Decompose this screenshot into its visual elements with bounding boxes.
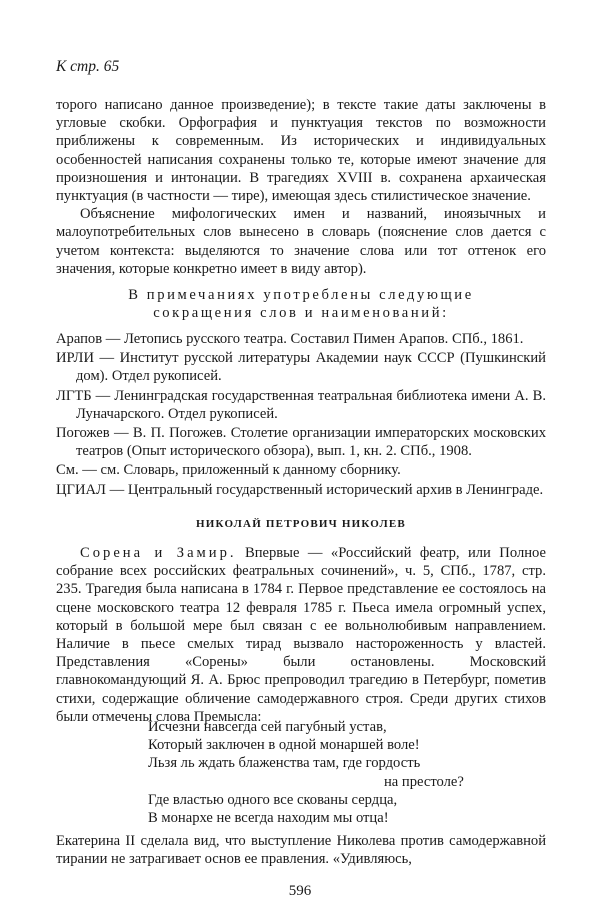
abbreviation-item: См. — см. Словарь, приложенный к данному сборнику.	[56, 462, 401, 479]
verse-line: Который заключен в одной монаршей воле!	[148, 737, 420, 754]
abbreviation-item: ЛГТБ — Ленинградская государственная театральная библиотека имени А. В. Луначарского. Отдел рукописей.	[56, 387, 546, 422]
abbreviation-item: Погожев — В. П. Погожев. Столетие организации императорских московских театров (Опыт исторического обзора), вып. 1, кн. 2. СПб., 1908.	[56, 425, 546, 460]
abbreviation-item: ЦГИАЛ — Центральный государственный исторический архив в Ленинграде.	[56, 481, 544, 498]
abbreviations-list	[56, 330, 546, 500]
intro-paragraph-1: торого написано данное произведение); в тексте такие даты заключены в угловые скобки. Орфография и пунктуация текстов по возможности приближены к современным. Из исторических и индивидуальных особенностей написания сохранены только те, которые имеют значение для произношения и интонации. В трагедиях XVIII в. сохранена архаическая пунктуация (в частности — тире), имеющая здесь стилистическое значение.	[56, 97, 546, 205]
notes-text-continued	[56, 832, 546, 868]
abbreviation-item: Арапов — Летопись русского театра. Составил Пимен Арапов. СПб., 1861.	[56, 331, 524, 347]
notes-text	[56, 544, 546, 726]
running-head: К стр. 65	[56, 58, 120, 75]
verse-line: Исчезни навсегда сей пагубный устав,	[148, 719, 387, 735]
notes-paragraph-1-body: Впервые — «Российский феатр, или Полное собрание всех российских феатральных сочинений», ч. 5, СПб., 1787, стр. 235. Трагедия была написана в 1784 г. Первое представление ее состоялось на сцене московского театра 12 февраля 1785 г. Пьеса имела огромный успех, который в большой мере был связан с ее вольнолюбивым направлением. Наличие в пьесе смелых тирад вызвало настороженность у властей. Представления «Сорены» были остановлены. Московский главнокомандующий Я. А. Брюс препроводил трагедию в Петербург, пометив стихи, содержащие обличение самодержавного строя. Среди других стихов были отмечены слова Премысла:	[56, 545, 546, 725]
verse-line: В монархе не всегда находим мы отца!	[148, 810, 389, 827]
notes-paragraph-2: Екатерина II сделала вид, что выступление Николева против самодержавной тирании не затрагивает основ ее правления. «Удивляюсь,	[56, 833, 546, 868]
work-title: Сорена и Замир.	[80, 545, 237, 561]
abbreviations-heading-line-1: В примечаниях употреблены следующие	[128, 287, 474, 303]
abbreviation-item: ИРЛИ — Институт русской литературы Академии наук СССР (Пушкинский дом). Отдел рукописей.	[56, 350, 546, 385]
abbreviations-heading-line-2: сокращения слов и наименований:	[153, 305, 449, 322]
intro-paragraph-2: Объяснение мифологических имен и названий, иноязычных и малоупотребительных слов вынесено в словарь (пояснение слов дается с учетом контекста: выделяются то значение слова или тот оттенок его значения, которые конкретно имеет в виду автор).	[56, 206, 546, 277]
verse-quote	[148, 718, 508, 827]
verse-line: на престоле?	[384, 773, 464, 790]
verse-line: Где властью одного все скованы сердца,	[148, 791, 398, 808]
page-number: 596	[288, 883, 312, 899]
notes-paragraph-1	[56, 544, 546, 726]
abbreviations-heading	[56, 286, 546, 323]
intro-text	[56, 96, 546, 278]
verse-line: Льзя ль ждать блаженства там, где гордость	[148, 755, 421, 772]
section-title: НИКОЛАЙ ПЕТРОВИЧ НИКОЛЕВ	[196, 518, 406, 530]
